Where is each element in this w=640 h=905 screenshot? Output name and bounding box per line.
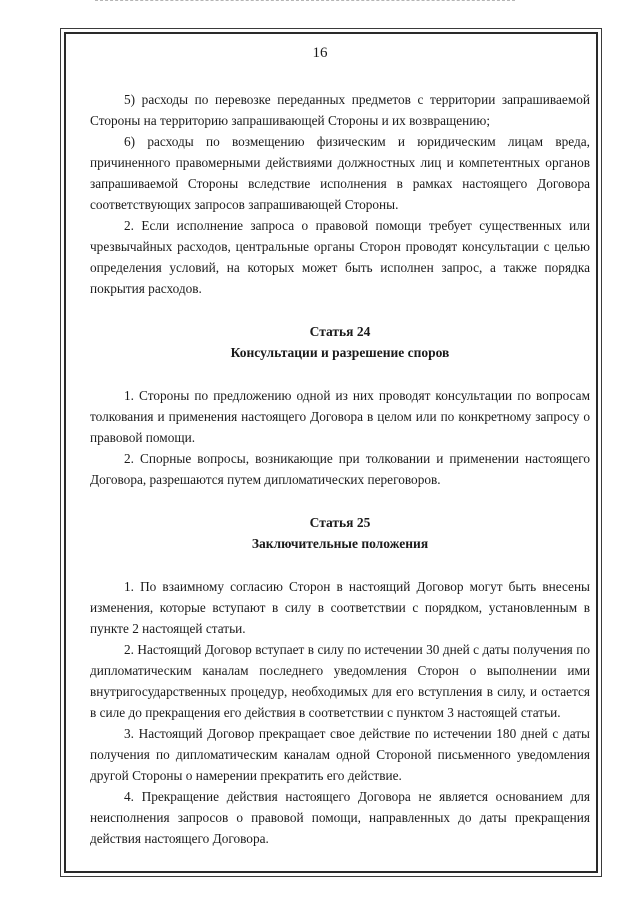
paragraph: 2. Спорные вопросы, возникающие при толковании и применении настоящего Договора, разрешаются путем дипломатических переговоров. xyxy=(90,451,590,487)
article-number: Статья 24 xyxy=(309,324,371,339)
paragraph: 5) расходы по перевозке переданных предметов с территории запрашиваемой Стороны на территорию запрашивающей Стороны и их возвращению; xyxy=(90,92,590,128)
paragraph: 6) расходы по возмещению физическим и юридическим лицам вреда, причиненного правомерными действиями должностных лиц и компетентных органов запрашиваемой Стороны вследствие исполнения в рамках настоящего Договора соответствующих запросов запрашивающей Стороны. xyxy=(90,134,590,212)
article-number: Статья 25 xyxy=(309,515,371,530)
paragraph: 4. Прекращение действия настоящего Договора не является основанием для неисполнения запросов о правовой помощи, направленных до даты прекращения действия настоящего Договора. xyxy=(90,789,590,846)
paragraph: 3. Настоящий Договор прекращает свое действие по истечении 180 дней с даты получения по дипломатическим каналам одной Стороной письменного уведомления другой Стороны о намерении прекратить его действие. xyxy=(90,726,590,783)
paragraph: 2. Настоящий Договор вступает в силу по истечении 30 дней с даты получения по дипломатическим каналам последнего уведомления Сторон о выполнении ими внутригосударственных процедур, необходимых для его вступления в силу, и остается в силе до прекращения его действия в соответствии с пунктом 3 настоящей статьи. xyxy=(90,642,590,720)
scan-edge-artifact xyxy=(95,0,515,3)
paragraph: 1. По взаимному согласию Сторон в настоящий Договор могут быть внесены изменения, которые вступают в силу в соответствии с порядком, установленным в пункте 2 настоящей статьи. xyxy=(90,579,590,636)
paragraph: 2. Если исполнение запроса о правовой помощи требует существенных или чрезвычайных расходов, центральные органы Сторон проводят консультации с целью определения условий, на которых может быть исполнен запрос, а также порядка покрытия расходов. xyxy=(90,218,590,296)
article-24-heading xyxy=(90,321,590,363)
page-number: 16 xyxy=(312,45,328,61)
paragraph: 1. Стороны по предложению одной из них проводят консультации по вопросам толкования и применения настоящего Договора в целом или по конкретному запросу о правовой помощи. xyxy=(90,388,590,445)
document-body xyxy=(90,89,590,849)
article-25-heading xyxy=(90,512,590,554)
article-title: Заключительные положения xyxy=(251,536,429,551)
article-title: Консультации и разрешение споров xyxy=(230,345,450,360)
